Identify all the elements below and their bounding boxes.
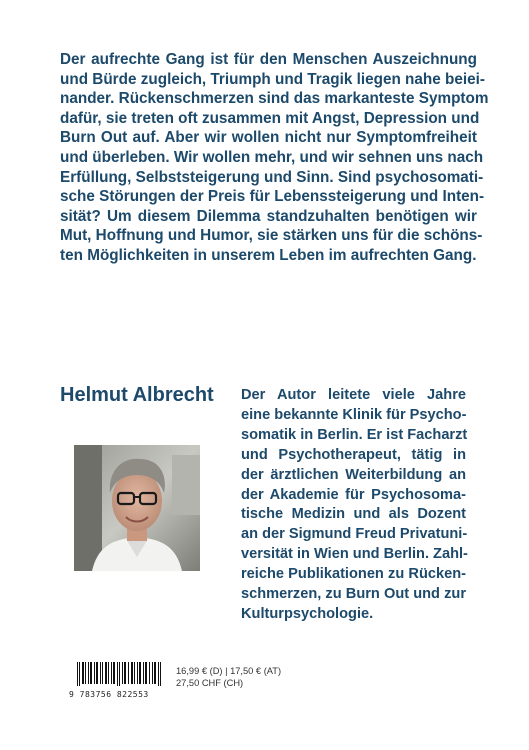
bio-line: der Akademie für Psychosoma- bbox=[241, 486, 466, 503]
bio-line: an der Sigmund Freud Privatuni- bbox=[241, 526, 468, 543]
bio-line: reiche Publikationen zu Rücken- bbox=[241, 566, 466, 583]
blurb-line: Mut, Hoffnung und Humor, sie stärken uns für die schöns- bbox=[60, 227, 483, 245]
bio-line: schmerzen, zu Burn Out und zur bbox=[241, 586, 466, 603]
bio-line: Kulturpsychologie. bbox=[241, 605, 374, 622]
price-info bbox=[176, 666, 281, 689]
blurb-line: Der aufrechte Gang ist für den Menschen Auszeichnung bbox=[60, 51, 477, 68]
author-name: Helmut Albrecht bbox=[60, 384, 214, 406]
blurb-line: sche Störungen der Preis für Lebenssteigerung und Inten- bbox=[60, 188, 485, 206]
blurb-line: und Bürde zugleich, Triumph und Tragik liegen nahe beiei- bbox=[60, 70, 485, 88]
bio-line: eine bekannte Klinik für Psycho- bbox=[241, 406, 467, 423]
bio-line: Der Autor leitete viele Jahre bbox=[241, 387, 466, 403]
blurb-line: und überleben. Wir wollen mehr, und wir sehnen uns nach bbox=[60, 148, 484, 166]
back-cover-blurb bbox=[60, 50, 489, 266]
bio-line: der ärztlichen Weiterbildung an bbox=[241, 466, 466, 483]
isbn-number: 9 783756 822553 bbox=[69, 690, 149, 699]
bio-line: somatik in Berlin. Er ist Facharzt bbox=[241, 426, 468, 443]
blurb-line: nander. Rückenschmerzen sind das markanteste Symptom bbox=[60, 90, 489, 108]
price-chf: 27,50 CHF (CH) bbox=[176, 677, 244, 688]
bio-line: versität in Wien und Berlin. Zahl- bbox=[241, 546, 468, 563]
author-bio bbox=[241, 386, 466, 625]
blurb-line: dafür, sie treten oft zusammen mit Angst, Depression und bbox=[60, 109, 480, 127]
price-eur: 16,99 € (D) | 17,50 € (AT) bbox=[176, 666, 282, 676]
bio-line: tische Medizin und als Dozent bbox=[241, 506, 466, 523]
blurb-line: ten Möglichkeiten in unserem Leben im aufrechten Gang. bbox=[60, 246, 477, 264]
bio-line: und Psychotherapeut, tätig in bbox=[241, 446, 466, 463]
author-photo bbox=[74, 445, 200, 571]
blurb-line: sität? Um diesem Dilemma standzuhalten benötigen wir bbox=[60, 207, 477, 225]
isbn-barcode bbox=[77, 662, 162, 686]
blurb-line: Erfüllung, Selbststeigerung und Sinn. Sind psychosomati- bbox=[60, 168, 484, 186]
blurb-line: Burn Out auf. Aber wir wollen nicht nur Symptomfreiheit bbox=[60, 129, 477, 147]
